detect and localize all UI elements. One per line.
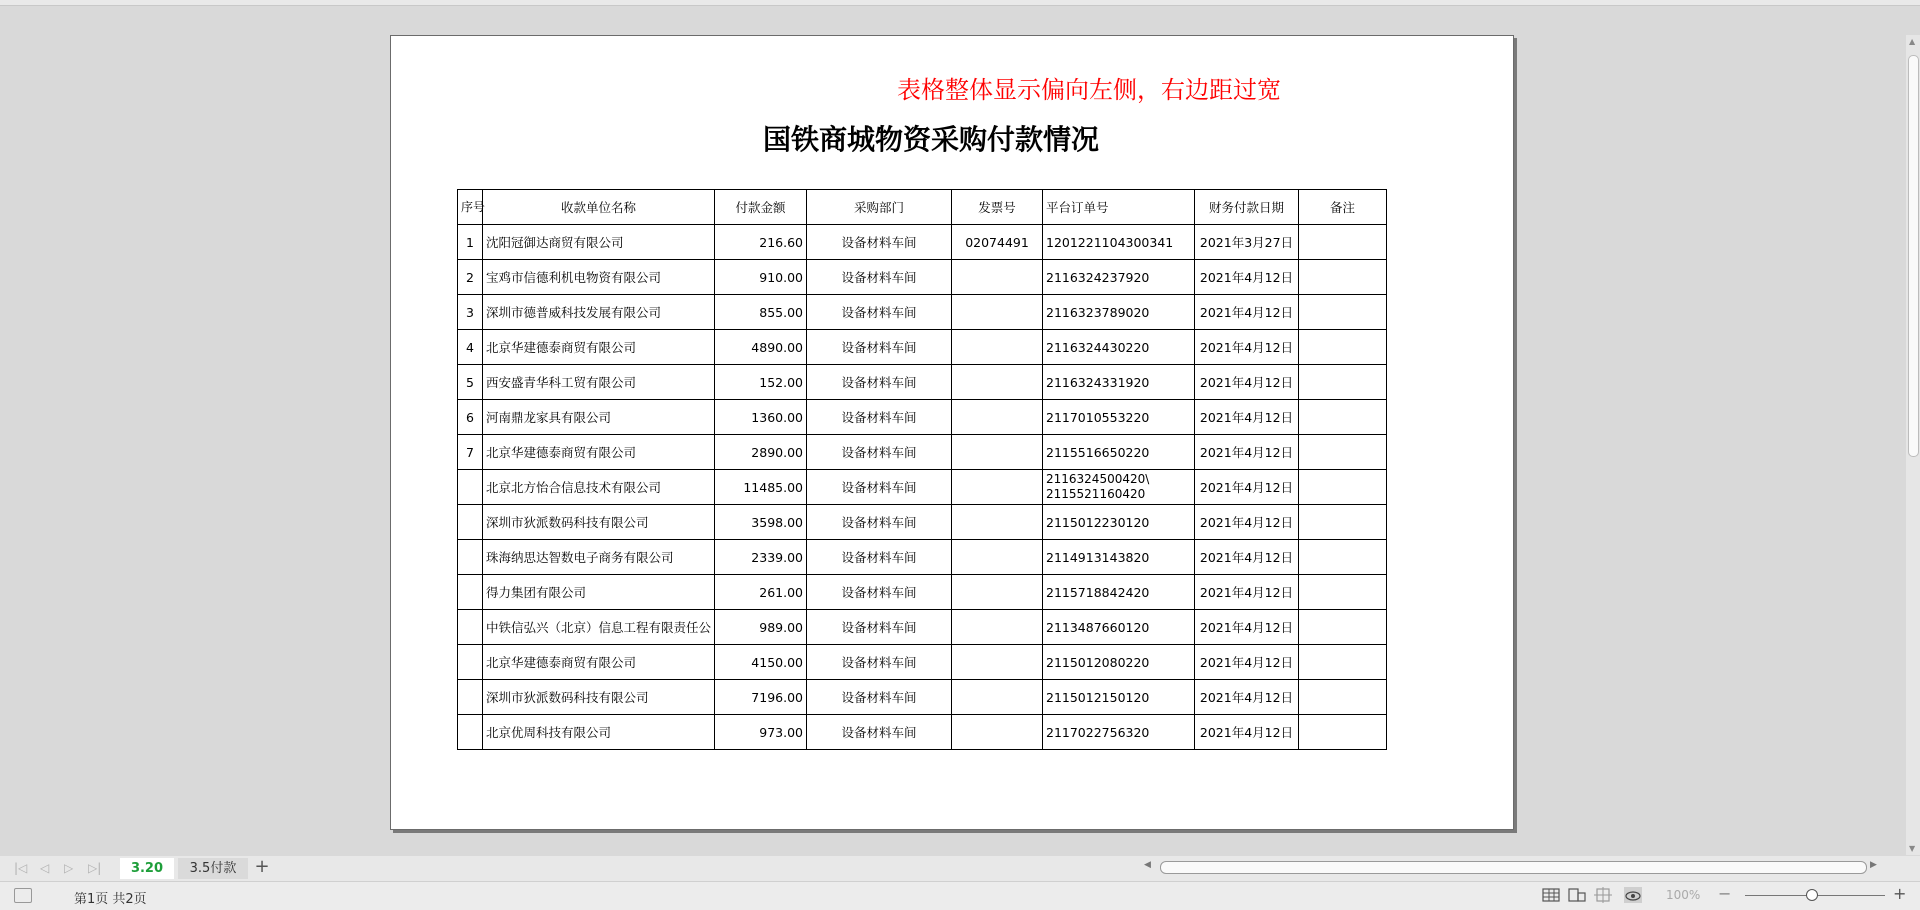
cell-amount[interactable]: 973.00: [715, 715, 807, 750]
cell-invoice[interactable]: [952, 715, 1043, 750]
cell-note[interactable]: [1299, 680, 1387, 715]
table-row: [458, 645, 1387, 680]
eye-protection-icon[interactable]: [1624, 887, 1642, 903]
cell-no[interactable]: [458, 645, 483, 680]
cell-dept[interactable]: 设备材料车间: [807, 435, 952, 470]
table-row: [458, 505, 1387, 540]
cell-invoice[interactable]: [952, 505, 1043, 540]
cell-amount[interactable]: 910.00: [715, 260, 807, 295]
cell-note[interactable]: [1299, 365, 1387, 400]
cell-no[interactable]: 5: [458, 365, 483, 400]
cell-payee[interactable]: 沈阳冠御达商贸有限公司: [483, 225, 715, 260]
cell-payee[interactable]: 河南鼎龙家具有限公司: [483, 400, 715, 435]
cell-amount[interactable]: 261.00: [715, 575, 807, 610]
cell-no[interactable]: [458, 505, 483, 540]
cell-date[interactable]: 2021年4月12日: [1195, 365, 1299, 400]
table-row: [458, 330, 1387, 365]
scroll-right-icon[interactable]: ▶: [1870, 860, 1877, 870]
cell-payee[interactable]: 北京优周科技有限公司: [483, 715, 715, 750]
table-row: [458, 260, 1387, 295]
cell-amount[interactable]: 7196.00: [715, 680, 807, 715]
horizontal-scrollbar[interactable]: [1140, 860, 1880, 875]
cell-note[interactable]: [1299, 575, 1387, 610]
cell-date[interactable]: 2021年4月12日: [1195, 400, 1299, 435]
col-header-payee: 收款单位名称: [483, 190, 715, 225]
cell-payee[interactable]: 西安盛青华科工贸有限公司: [483, 365, 715, 400]
cell-dept[interactable]: 设备材料车间: [807, 610, 952, 645]
cell-invoice[interactable]: [952, 540, 1043, 575]
col-header-no: 序号: [458, 190, 483, 225]
page-break-view-icon[interactable]: [1568, 887, 1586, 903]
cell-amount[interactable]: 989.00: [715, 610, 807, 645]
review-annotation: 表格整体显示偏向左侧，右边距过宽: [897, 76, 1281, 104]
cell-invoice[interactable]: [952, 435, 1043, 470]
cell-payee[interactable]: 北京华建德泰商贸有限公司: [483, 435, 715, 470]
cell-order[interactable]: 2116324500420\ 2115521160420: [1043, 470, 1195, 505]
cell-dept[interactable]: 设备材料车间: [807, 295, 952, 330]
cell-amount[interactable]: 2339.00: [715, 540, 807, 575]
cell-dept[interactable]: 设备材料车间: [807, 470, 952, 505]
cell-invoice[interactable]: [952, 365, 1043, 400]
scroll-down-icon[interactable]: ▼: [1909, 844, 1916, 853]
cell-note[interactable]: [1299, 330, 1387, 365]
prev-sheet-icon[interactable]: ◁: [40, 861, 50, 875]
cell-payee[interactable]: 深圳市狄派数码科技有限公司: [483, 680, 715, 715]
scroll-up-icon[interactable]: ▲: [1909, 37, 1916, 46]
sheet-tab-3-20[interactable]: 3.20: [120, 858, 174, 879]
cell-amount[interactable]: 4890.00: [715, 330, 807, 365]
cell-no[interactable]: [458, 715, 483, 750]
cell-no[interactable]: [458, 680, 483, 715]
cell-amount[interactable]: 2890.00: [715, 435, 807, 470]
cell-date[interactable]: 2021年4月12日: [1195, 540, 1299, 575]
cell-invoice[interactable]: [952, 470, 1043, 505]
cell-date[interactable]: 2021年4月12日: [1195, 330, 1299, 365]
cell-invoice[interactable]: [952, 575, 1043, 610]
cell-payee[interactable]: 得力集团有限公司: [483, 575, 715, 610]
col-header-note: 备注: [1299, 190, 1387, 225]
cell-note[interactable]: [1299, 295, 1387, 330]
cell-note[interactable]: [1299, 400, 1387, 435]
cell-amount[interactable]: 855.00: [715, 295, 807, 330]
table-row: [458, 610, 1387, 645]
cell-date[interactable]: 2021年4月12日: [1195, 715, 1299, 750]
table-row: [458, 540, 1387, 575]
cell-payee[interactable]: 北京华建德泰商贸有限公司: [483, 645, 715, 680]
cell-invoice[interactable]: [952, 295, 1043, 330]
print-preview-page: [390, 35, 1514, 830]
cell-order[interactable]: 2114913143820: [1043, 540, 1195, 575]
table-row: [458, 435, 1387, 470]
cell-amount[interactable]: 4150.00: [715, 645, 807, 680]
cell-note[interactable]: [1299, 645, 1387, 680]
cell-amount[interactable]: 11485.00: [715, 470, 807, 505]
col-header-date: 财务付款日期: [1195, 190, 1299, 225]
cell-date[interactable]: 2021年3月27日: [1195, 225, 1299, 260]
status-bar: [0, 881, 1920, 910]
zoom-slider-thumb[interactable]: [1806, 889, 1818, 901]
page-info: 第1页 共2页: [74, 892, 147, 907]
cell-payee[interactable]: 深圳市狄派数码科技有限公司: [483, 505, 715, 540]
cell-payee[interactable]: 宝鸡市信德利机电物资有限公司: [483, 260, 715, 295]
cell-order[interactable]: 2116323789020: [1043, 295, 1195, 330]
zoom-in-icon[interactable]: +: [1893, 884, 1907, 903]
cell-date[interactable]: 2021年4月12日: [1195, 680, 1299, 715]
cell-note[interactable]: [1299, 260, 1387, 295]
cell-order[interactable]: 2113487660120: [1043, 610, 1195, 645]
cell-invoice[interactable]: [952, 645, 1043, 680]
cell-invoice[interactable]: [952, 260, 1043, 295]
cell-date[interactable]: 2021年4月12日: [1195, 575, 1299, 610]
cell-note[interactable]: [1299, 470, 1387, 505]
add-sheet-icon[interactable]: +: [254, 856, 270, 877]
cell-note[interactable]: [1299, 435, 1387, 470]
zoom-level[interactable]: 100%: [1666, 888, 1701, 902]
cell-dept[interactable]: 设备材料车间: [807, 575, 952, 610]
cell-dept[interactable]: 设备材料车间: [807, 540, 952, 575]
col-header-dept: 采购部门: [807, 190, 952, 225]
cell-dept[interactable]: 设备材料车间: [807, 680, 952, 715]
scroll-left-icon[interactable]: ◀: [1144, 860, 1151, 870]
cell-dept[interactable]: 设备材料车间: [807, 715, 952, 750]
table-row: [458, 400, 1387, 435]
cell-no[interactable]: 4: [458, 330, 483, 365]
cell-dept[interactable]: 设备材料车间: [807, 330, 952, 365]
cell-no[interactable]: [458, 470, 483, 505]
cell-no[interactable]: 7: [458, 435, 483, 470]
cell-amount[interactable]: 1360.00: [715, 400, 807, 435]
table-row: [458, 225, 1387, 260]
cell-payee[interactable]: 珠海纳思达智数电子商务有限公司: [483, 540, 715, 575]
vertical-scrollbar[interactable]: [1906, 35, 1920, 855]
table-row: [458, 575, 1387, 610]
cell-note[interactable]: [1299, 715, 1387, 750]
cell-no[interactable]: 1: [458, 225, 483, 260]
sheet-tab-bar: [0, 856, 1920, 881]
macro-record-icon[interactable]: [14, 888, 32, 903]
table-row: [458, 715, 1387, 750]
cell-no[interactable]: 6: [458, 400, 483, 435]
last-sheet-icon[interactable]: ▷|: [88, 861, 102, 875]
table-row: [458, 295, 1387, 330]
vertical-scroll-thumb[interactable]: [1908, 55, 1919, 457]
cell-date[interactable]: 2021年4月12日: [1195, 470, 1299, 505]
cell-no[interactable]: 3: [458, 295, 483, 330]
cell-order[interactable]: 2115516650220: [1043, 435, 1195, 470]
cell-date[interactable]: 2021年4月12日: [1195, 260, 1299, 295]
cell-invoice[interactable]: [952, 330, 1043, 365]
next-sheet-icon[interactable]: ▷: [64, 861, 74, 875]
cell-order[interactable]: 2116324331920: [1043, 365, 1195, 400]
zoom-out-icon[interactable]: −: [1718, 884, 1732, 903]
cell-dept[interactable]: 设备材料车间: [807, 645, 952, 680]
cell-order[interactable]: 2115012230120: [1043, 505, 1195, 540]
cell-payee[interactable]: 北京华建德泰商贸有限公司: [483, 330, 715, 365]
table-row: [458, 680, 1387, 715]
cell-dept[interactable]: 设备材料车间: [807, 365, 952, 400]
cell-order[interactable]: 2116324430220: [1043, 330, 1195, 365]
col-header-amount: 付款金额: [715, 190, 807, 225]
cell-order[interactable]: 2116324237920: [1043, 260, 1195, 295]
cell-note[interactable]: [1299, 540, 1387, 575]
cell-no[interactable]: [458, 575, 483, 610]
cell-dept[interactable]: 设备材料车间: [807, 260, 952, 295]
cell-order[interactable]: 2115012150120: [1043, 680, 1195, 715]
cell-amount[interactable]: 216.60: [715, 225, 807, 260]
table-header-row: [458, 190, 1387, 225]
cell-dept[interactable]: 设备材料车间: [807, 400, 952, 435]
cell-invoice[interactable]: [952, 400, 1043, 435]
payment-table: [457, 189, 1387, 750]
cell-dept[interactable]: 设备材料车间: [807, 505, 952, 540]
cell-payee[interactable]: 北京北方怡合信息技术有限公司: [483, 470, 715, 505]
cell-order[interactable]: 2117022756320: [1043, 715, 1195, 750]
cell-date[interactable]: 2021年4月12日: [1195, 295, 1299, 330]
cell-payee[interactable]: 中铁信弘兴（北京）信息工程有限责任公: [483, 610, 715, 645]
cell-date[interactable]: 2021年4月12日: [1195, 505, 1299, 540]
cell-order[interactable]: 2115012080220: [1043, 645, 1195, 680]
first-sheet-icon[interactable]: |◁: [14, 861, 28, 875]
cell-invoice[interactable]: [952, 680, 1043, 715]
col-header-invoice: 发票号: [952, 190, 1043, 225]
normal-view-icon[interactable]: [1542, 887, 1560, 903]
cell-invoice[interactable]: 02074491: [952, 225, 1043, 260]
cell-dept[interactable]: 设备材料车间: [807, 225, 952, 260]
cell-note[interactable]: [1299, 505, 1387, 540]
sheet-tab-3-5[interactable]: 3.5付款: [178, 858, 248, 879]
cell-no[interactable]: [458, 540, 483, 575]
page-layout-view-icon[interactable]: [1594, 887, 1612, 903]
cell-payee[interactable]: 深圳市德普威科技发展有限公司: [483, 295, 715, 330]
table-row: [458, 365, 1387, 400]
cell-amount[interactable]: 3598.00: [715, 505, 807, 540]
cell-note[interactable]: [1299, 610, 1387, 645]
cell-date[interactable]: 2021年4月12日: [1195, 610, 1299, 645]
col-header-order: 平台订单号: [1043, 190, 1195, 225]
top-toolbar-edge: [0, 0, 1920, 6]
cell-amount[interactable]: 152.00: [715, 365, 807, 400]
cell-no[interactable]: 2: [458, 260, 483, 295]
cell-order[interactable]: 2115718842420: [1043, 575, 1195, 610]
cell-order[interactable]: 1201221104300341: [1043, 225, 1195, 260]
document-title: 国铁商城物资采购付款情况: [763, 123, 1100, 156]
cell-date[interactable]: 2021年4月12日: [1195, 435, 1299, 470]
cell-date[interactable]: 2021年4月12日: [1195, 645, 1299, 680]
horizontal-scroll-thumb[interactable]: [1160, 861, 1867, 874]
cell-no[interactable]: [458, 610, 483, 645]
cell-invoice[interactable]: [952, 610, 1043, 645]
cell-order[interactable]: 2117010553220: [1043, 400, 1195, 435]
cell-note[interactable]: [1299, 225, 1387, 260]
table-row: [458, 470, 1387, 505]
